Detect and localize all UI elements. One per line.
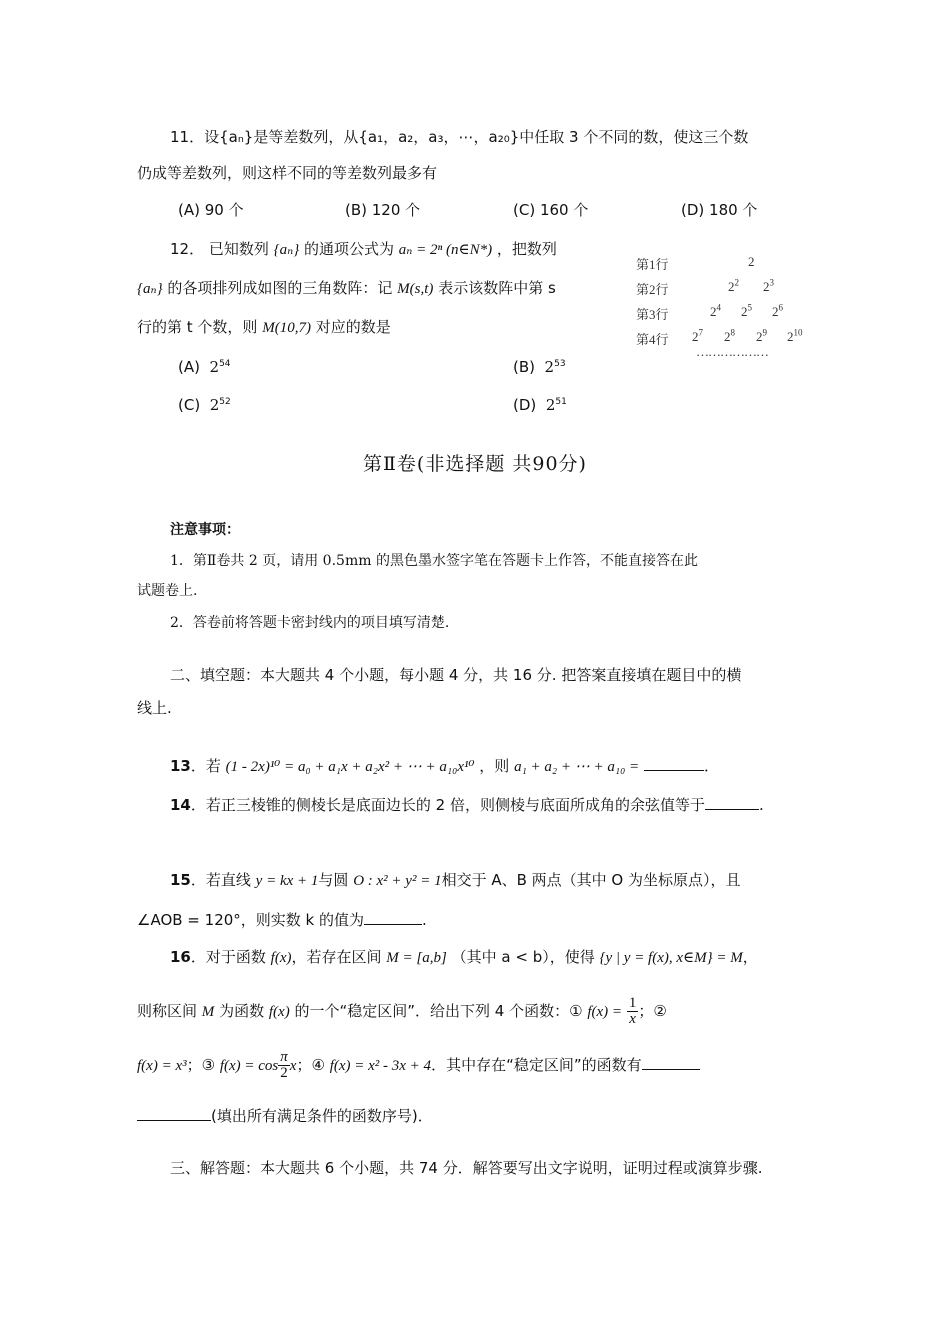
tri-cell-3-3 [772,304,783,320]
tri-cell-3-2 [741,304,752,320]
q12-line3-text-b: 对应的数是 [315,318,391,336]
q16-f4: f(x) = x² - 3x + 4 [329,1058,432,1074]
tri-cell-2-2 [763,279,774,295]
q12-line3 [137,317,391,338]
q13-pre: ．若 [190,757,221,775]
tri-base: 2 [710,304,717,319]
tri-cell-4-2 [724,329,735,345]
q12-option-c-exp: 52 [219,397,231,407]
q16-text-c: ， [742,948,758,966]
q16-f3-x: x [289,1058,297,1074]
q13-expression: (1 - 2x)¹⁰ = a₀ + a₁x + a₂x² + ⋯ + a₁₀x¹⁰ [225,759,475,775]
q16-text-b: （其中 a < b），使得 [451,948,595,966]
row-label-2: 第2行 [636,282,669,297]
q11-line2: 仍成等差数列，则这样不同的等差数列最多有 [137,164,438,182]
q16-interval: M = [a,b] [386,950,447,966]
q16-fx-2: f(x) [268,1004,290,1020]
q16-pre: ．对于函数 [190,948,266,966]
q16-line3-text-c: ．其中存在“稳定区间”的函数有 [431,1056,642,1074]
q12-sequence: {aₙ} [273,242,300,258]
q15-pre: ．若直线 [190,871,251,889]
q12-option-b [513,357,566,377]
q16-f2: f(x) = x³ [137,1058,187,1074]
tri-base: 2 [772,304,779,319]
q16-answer-blank-1[interactable] [642,1055,700,1070]
q12-option-d-exp: 51 [555,397,567,407]
q11-option-a: (A) 90 个 [178,201,244,219]
q12-sequence-2: {aₙ} [137,281,163,297]
q16-line1 [170,947,758,968]
q11-option-c: (C) 160 个 [513,201,589,219]
q13-number: 13 [170,757,191,775]
tri-cell-4-4 [787,329,803,345]
tri-base: 2 [724,329,731,344]
q15-answer-blank[interactable] [364,910,422,925]
q16-line4 [137,1106,433,1126]
tri-base: 2 [748,254,755,269]
q15-number: 15 [170,871,191,889]
q15-circle-equation: O : x² + y² = 1 [353,873,442,889]
q12-option-b-exp: 53 [554,359,566,369]
tri-exp: 6 [778,302,783,313]
q15-line2-text: ∠AOB = 120°，则实数 k 的值为 [137,911,365,929]
q11-option-b: (B) 120 个 [345,201,421,219]
q12-option-a [178,357,231,377]
q16-f1-lhs: f(x) = [587,1004,623,1020]
tri-cell-4-1 [692,329,703,345]
q11-option-d: (D) 180 个 [681,201,758,219]
q11-line1: 11．设{aₙ}是等差数列，从{a₁，a₂，a₃，⋯，a₂₀}中任取 3 个不同的数，使这三个数 [170,128,749,146]
q12-option-b-label: (B) [513,358,535,376]
q16-f1-fraction [627,996,639,1027]
section-2-title: 第Ⅱ卷(非选择题 共90分) [363,453,587,475]
part-3-heading: 三、解答题：本大题共 6 个小题，共 74 分．解答要写出文字说明，证明过程或演算步骤. [170,1159,763,1177]
q16-line3-text-b: ；④ [296,1056,325,1074]
q12-line1-text-b: 的通项公式为 [304,240,395,258]
tri-base: 2 [692,329,699,344]
q16-f3-numerator: π [280,1049,288,1065]
q15-mid: 与圆 [318,871,349,889]
part-2-line2: 线上. [137,699,172,717]
q12-option-a-exp: 54 [219,359,231,369]
q12-option-a-label: (A) [178,358,200,376]
q12-option-d-base: 2 [545,396,556,414]
q16-f3-fraction [278,1050,290,1081]
q16-line3 [137,1050,700,1081]
q12-line2 [137,278,556,299]
q12-line2-text-b: 表示该数阵中第 s [438,279,556,297]
q12-option-a-base: 2 [209,358,220,376]
q16-f3-lhs: f(x) = cos [219,1058,279,1074]
q12-option-c-label: (C) [178,396,201,414]
q12-m-10-7: M(10,7) [262,320,311,336]
q12-formula: aₙ = 2ⁿ (n∈N*) [398,242,493,258]
q16-line4-text: (填出所有满足条件的函数序号)． [211,1107,433,1125]
q13 [170,756,719,777]
tri-exp: 10 [793,327,803,338]
q16-line2-text-a: 则称区间 [137,1002,198,1020]
q15-line-equation: y = kx + 1 [255,873,319,889]
tri-dots: ……………… [696,344,768,359]
q16-answer-blank-2[interactable] [137,1106,211,1121]
tri-exp: 5 [747,302,752,313]
triangle-array-figure [636,252,826,362]
row-label-1: 第1行 [636,257,669,272]
tri-exp: 7 [698,327,703,338]
q16-line3-text-a: ；③ [186,1056,216,1074]
tri-exp: 2 [734,277,739,288]
q14-text: ．若正三棱锥的侧棱长是底面边长的 2 倍，则侧棱与底面所成角的余弦值等于 [190,796,705,814]
q12-m-s-t: M(s,t) [397,281,434,297]
tri-cell-3-1 [710,304,721,320]
q15-end: . [422,911,427,929]
tri-base: 2 [787,329,794,344]
tri-cell-1-1 [748,254,755,270]
q16-line2-text-c: 的一个“稳定区间”．给出下列 4 个函数：① [294,1002,583,1020]
q15-line2 [137,910,427,930]
q14-answer-blank[interactable] [705,795,759,810]
q16-number: 16 [170,948,191,966]
q14-end: . [758,796,764,814]
q14 [170,795,764,815]
q13-sum: a₁ + a₂ + ⋯ + a₁₀ = [514,759,640,775]
q13-mid: ，则 [479,757,510,775]
q12-line1-text-c: ，把数列 [496,240,557,258]
q13-end: ． [703,757,719,775]
q12-line2-text-a: 的各项排列成如图的三角数阵：记 [167,279,393,297]
tri-base: 2 [756,329,763,344]
q12-line1 [170,239,557,260]
tri-exp: 4 [716,302,721,313]
q16-line2 [137,996,667,1027]
tri-exp: 8 [730,327,735,338]
q16-f1-denominator: x [629,1011,636,1027]
q12-option-d [513,395,567,415]
tri-exp: 3 [769,277,774,288]
q12-option-c [178,395,231,415]
tri-cell-2-1 [728,279,739,295]
tri-base: 2 [741,304,748,319]
q16-fx: f(x) [270,950,292,966]
q16-set: {y | y = f(x), x∈M} = M [599,950,743,966]
row-label-3: 第3行 [636,307,669,322]
q16-line2-text-d: ；② [638,1002,667,1020]
q16-m: M [201,1004,215,1020]
notice-item-1-line1: 1．第Ⅱ卷共 2 页，请用 0.5mm 的黑色墨水签字笔在答题卡上作答，不能直接答在此 [170,553,698,569]
q13-answer-blank[interactable] [644,756,704,771]
row-label-4: 第4行 [636,332,669,347]
tri-base: 2 [763,279,770,294]
notice-heading: 注意事项： [170,522,240,538]
q14-number: 14 [170,796,191,814]
q16-f1-numerator: 1 [628,995,637,1011]
notice-item-1-line2: 试题卷上. [137,583,198,599]
q15-post: 相交于 A、B 两点（其中 O 为坐标原点），且 [441,871,741,889]
q16-text-a: ，若存在区间 [291,948,382,966]
part-2-line1: 二、填空题：本大题共 4 个小题，每小题 4 分，共 16 分. 把答案直接填在题目中的横 [170,666,742,684]
q16-f3-denominator: 2 [280,1065,288,1081]
q12-option-c-base: 2 [209,396,220,414]
tri-cell-4-3 [756,329,767,345]
q12-option-b-base: 2 [544,358,555,376]
q12-line3-text-a: 行的第 t 个数，则 [137,318,258,336]
q15-line1 [170,870,741,891]
q12-option-d-label: (D) [513,396,537,414]
q12-line1-text-a: 12． 已知数列 [170,240,269,258]
notice-item-2: 2．答卷前将答题卡密封线内的项目填写清楚. [170,615,450,631]
q16-line2-text-b: 为函数 [219,1002,265,1020]
tri-base: 2 [728,279,735,294]
tri-exp: 9 [762,327,767,338]
